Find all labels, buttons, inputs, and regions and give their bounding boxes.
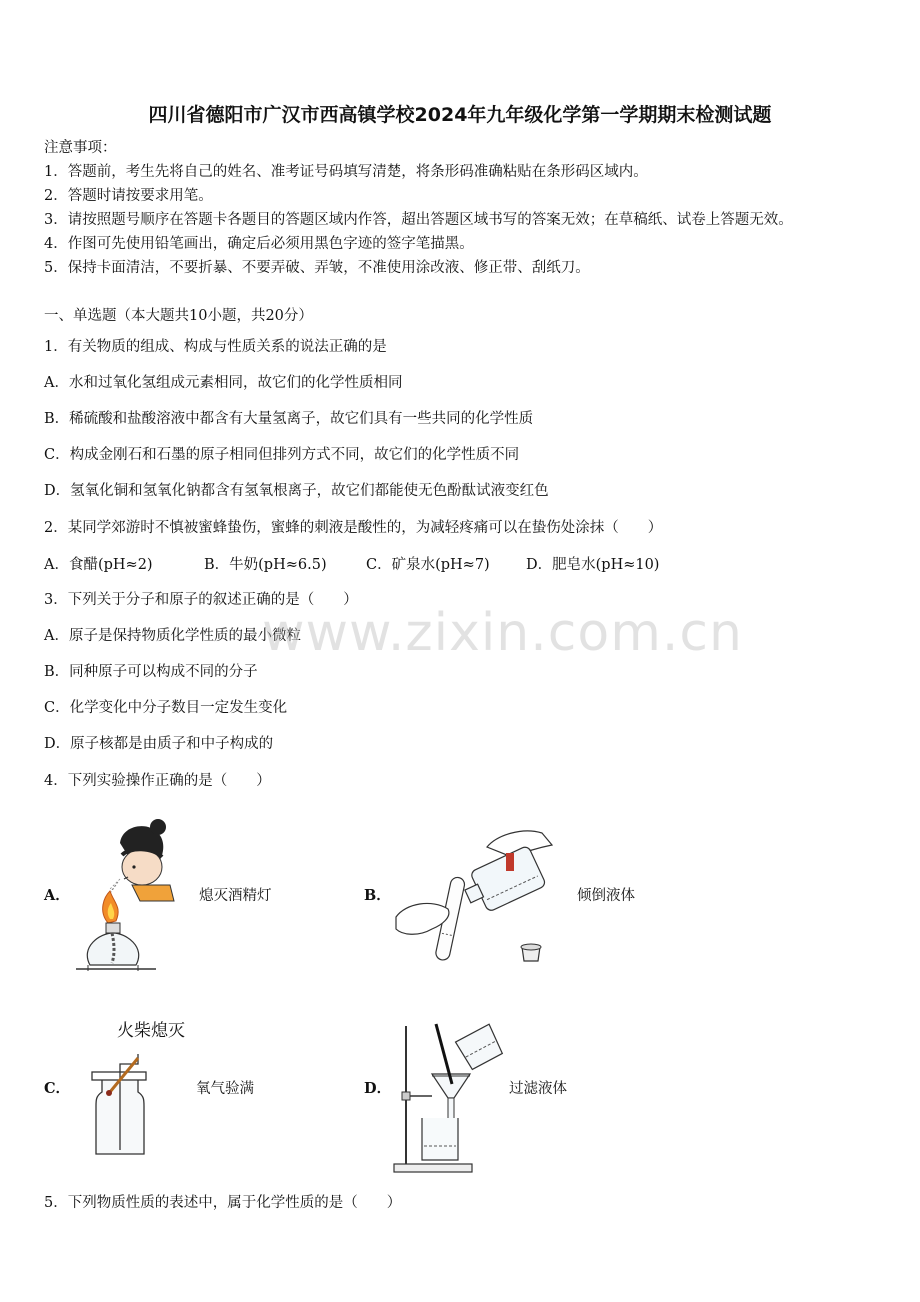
q4-option-c-letter: C． <box>44 1080 71 1097</box>
q2-options <box>44 555 659 575</box>
notice-item-3: 3．请按照题号顺序在答题卡各题目的答题区域内作答，超出答题区域书写的答案无效；在草稿纸、试卷上答题无效。 <box>44 212 793 228</box>
q3-option-c: C．化学变化中分子数目一定发生变化 <box>44 700 288 716</box>
watermark: www.zixin.com.cn <box>262 603 743 663</box>
notice-item-4: 4．作图可先使用铅笔画出，确定后必须用黑色字迹的签字笔描黑。 <box>44 236 474 252</box>
q3-option-d: D．原子核都是由质子和中子构成的 <box>44 736 274 752</box>
oxygen-test-illustration <box>90 1052 160 1162</box>
q2-option-c: C．矿泉水(pH≈7) <box>366 557 490 573</box>
filtration-illustration <box>392 1022 507 1177</box>
pour-liquid-illustration <box>392 825 562 975</box>
q1-stem: 1．有关物质的组成、构成与性质关系的说法正确的是 <box>44 339 387 355</box>
page-title: 四川省德阳市广汉市西高镇学校2024年九年级化学第一学期期末检测试题 <box>148 104 772 126</box>
q4-option-d-letter: D． <box>364 1080 392 1097</box>
q1-option-d: D．氢氧化铜和氢氧化钠都含有氢氧根离子，故它们都能使无色酚酞试液变红色 <box>44 483 549 499</box>
q4-option-b-letter: B． <box>364 887 391 904</box>
q3-option-a: A．原子是保持物质化学性质的最小微粒 <box>44 628 301 644</box>
notice-item-2: 2．答题时请按要求用笔。 <box>44 188 213 204</box>
q2-option-d: D．肥皂水(pH≈10) <box>526 557 660 573</box>
q4-option-b-caption: 倾倒液体 <box>577 888 635 904</box>
q1-option-c: C．构成金刚石和石墨的原子相同但排列方式不同，故它们的化学性质不同 <box>44 447 520 463</box>
q4-option-c-label: 火柴熄灭 <box>117 1021 185 1041</box>
q2-option-a: A．食醋(pH≈2) <box>44 557 153 573</box>
q3-option-b: B．同种原子可以构成不同的分子 <box>44 664 258 680</box>
q5-stem: 5．下列物质性质的表述中，属于化学性质的是（ ） <box>44 1195 402 1211</box>
q2-stem: 2．某同学郊游时不慎被蜜蜂蛰伤，蜜蜂的刺液是酸性的，为减轻疼痛可以在蛰伤处涂抹（ ） <box>44 520 663 536</box>
q1-option-b: B．稀硫酸和盐酸溶液中都含有大量氢离子，故它们具有一些共同的化学性质 <box>44 411 534 427</box>
q4-option-c-caption: 氧气验满 <box>196 1081 254 1097</box>
q4-option-d-caption: 过滤液体 <box>509 1081 567 1097</box>
q2-option-b: B．牛奶(pH≈6.5) <box>204 557 327 573</box>
q4-stem: 4．下列实验操作正确的是（ ） <box>44 773 271 789</box>
alcohol-lamp-illustration <box>70 815 180 980</box>
notice-item-1: 1．答题前，考生先将自己的姓名、准考证号码填写清楚，将条形码准确粘贴在条形码区域内。 <box>44 164 648 180</box>
q4-option-a-letter: A． <box>44 887 70 904</box>
notice-heading: 注意事项： <box>44 140 117 156</box>
q1-option-a: A．水和过氧化氢组成元素相同，故它们的化学性质相同 <box>44 375 403 391</box>
notice-item-5: 5．保持卡面清洁，不要折暴、不要弄破、弄皱，不准使用涂改液、修正带、刮纸刀。 <box>44 260 590 276</box>
q3-stem: 3．下列关于分子和原子的叙述正确的是（ ） <box>44 592 358 608</box>
section-heading: 一、单选题（本大题共10小题，共20分） <box>44 308 313 324</box>
q4-option-a-caption: 熄灭酒精灯 <box>199 888 272 904</box>
